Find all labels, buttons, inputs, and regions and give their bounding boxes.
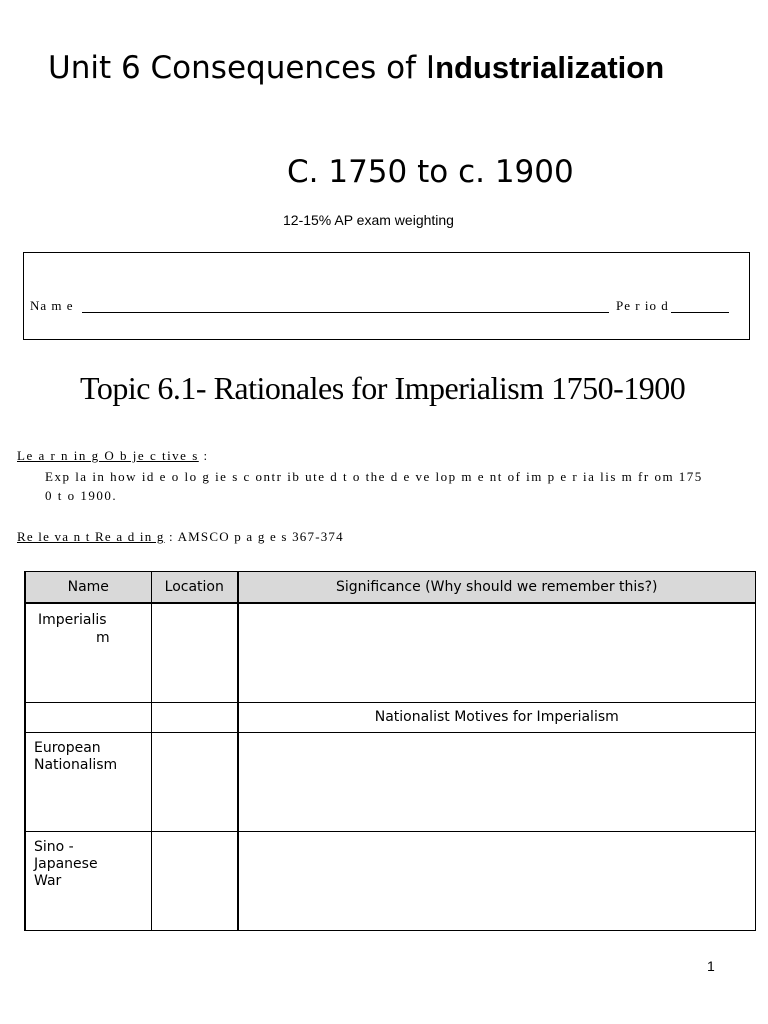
term-line: Sino - (34, 838, 74, 855)
column-header-location: Location (151, 572, 238, 604)
term-line: War (34, 872, 62, 889)
unit-title-bold: ndustrialization (435, 50, 665, 85)
relevant-reading (17, 529, 344, 545)
name-label: Na m e (30, 298, 74, 313)
table-row (25, 831, 755, 930)
relevant-reading-label: Re le va n t Re a d in g (17, 529, 165, 544)
section-blank-cell (25, 702, 151, 732)
term-label (26, 832, 151, 890)
learning-objectives-label: Le a r n in g O b je c tive s (17, 448, 199, 463)
table-row (25, 603, 755, 702)
column-header-significance: Significance (Why should we remember this?) (238, 572, 755, 604)
section-heading-nationalist-motives: Nationalist Motives for Imperialism (238, 702, 755, 732)
learning-objectives-text: Exp la in how id e o lo g ie s c ontr ib ute d t o the d e ve lop m e nt of im p e r ia lis m fr om 175 0 t o 1900. (45, 469, 703, 503)
term-line: Japanese (34, 855, 98, 872)
unit-title (48, 50, 664, 86)
term-cell-imperialism (25, 603, 151, 702)
topic-title: Topic 6.1- Rationales for Imperialism 1750-1900 (80, 370, 686, 406)
term-label (26, 733, 151, 774)
page-number: 1 (707, 958, 715, 974)
exam-weighting: 12-15% AP exam weighting (283, 212, 454, 228)
section-row (25, 702, 755, 732)
column-header-name: Name (25, 572, 151, 604)
term-line: Nationalism (34, 756, 118, 773)
learning-objectives-heading (17, 448, 209, 464)
significance-cell[interactable] (238, 603, 755, 702)
unit-title-regular: Unit 6 Consequences of I (48, 50, 436, 86)
location-cell[interactable] (151, 603, 238, 702)
significance-cell[interactable] (238, 732, 755, 831)
section-blank-cell (151, 702, 238, 732)
term-cell-european-nationalism (25, 732, 151, 831)
period-label: Pe r io d (616, 298, 669, 313)
term-imperialism-part1: Imperialis (38, 612, 107, 628)
name-field[interactable] (82, 312, 609, 313)
term-imperialism-part2: m (96, 630, 110, 646)
significance-cell[interactable] (238, 831, 755, 930)
location-cell[interactable] (151, 732, 238, 831)
relevant-reading-value: : AMSCO p a g e s 367-374 (164, 529, 344, 544)
table-row (25, 732, 755, 831)
period-field[interactable] (671, 312, 729, 313)
term-cell-sino-japanese-war (25, 831, 151, 930)
term-line: European (34, 739, 101, 756)
date-range: C. 1750 to c. 1900 (287, 154, 574, 190)
location-cell[interactable] (151, 831, 238, 930)
student-info-box (23, 252, 750, 340)
learning-objectives-colon: : (198, 448, 209, 463)
terms-table (24, 571, 756, 931)
table-header-row (25, 572, 755, 604)
